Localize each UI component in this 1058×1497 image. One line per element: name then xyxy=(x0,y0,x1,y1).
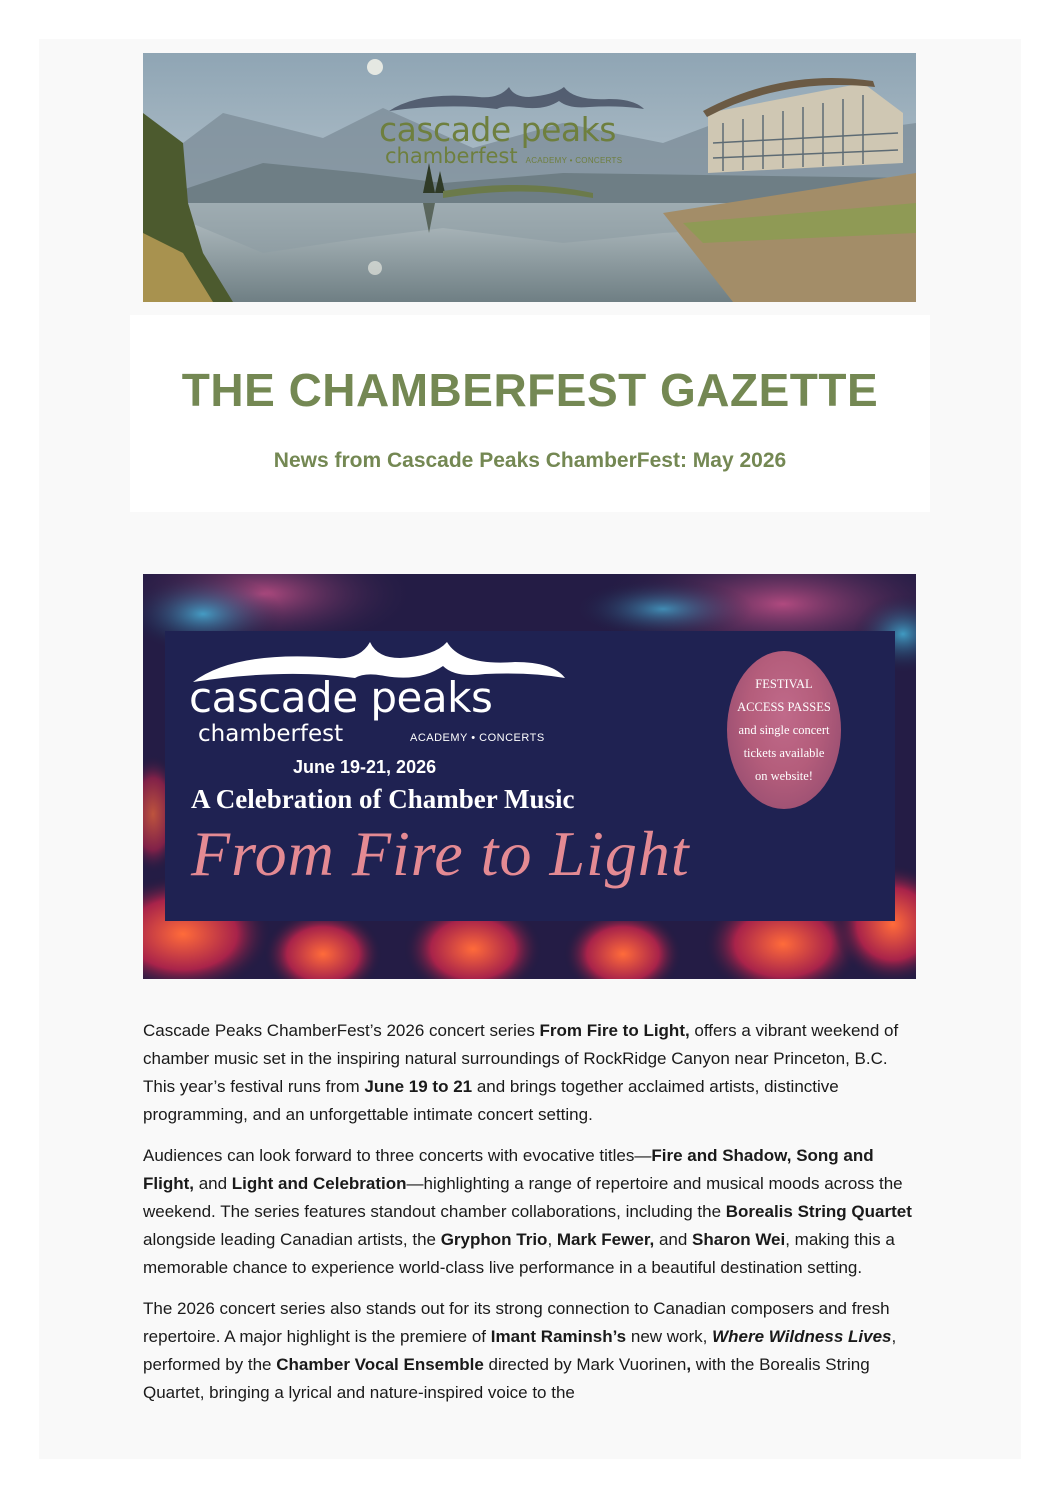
article-paragraph-2 xyxy=(143,1142,921,1282)
banner-logo xyxy=(379,83,669,168)
article-paragraph-1 xyxy=(143,1017,921,1129)
festival-panel xyxy=(165,631,895,921)
text-run: and brings together acclaimed artists, distinctive programming, and an unforgettable intimate concert setting. xyxy=(143,1077,839,1124)
oval-line: and single concert xyxy=(738,723,830,737)
text-run: Audiences can look forward to three concerts with evocative titles— xyxy=(143,1146,652,1165)
festival-banner-image xyxy=(143,574,916,979)
bold-phrase: From Fire to Light, xyxy=(539,1021,690,1040)
bold-phrase: June 19 to 21 xyxy=(364,1077,473,1096)
bold-phrase: Gryphon Trio xyxy=(440,1230,548,1249)
bold-phrase: Borealis String Quartet xyxy=(725,1202,912,1221)
festival-headline: A Celebration of Chamber Music xyxy=(191,784,575,814)
text-run: , making this a memorable chance to experience world-class live performance in a beautiful destination setting. xyxy=(143,1230,895,1277)
text-run: , xyxy=(547,1230,557,1249)
banner-logo-line1: cascade peaks xyxy=(379,110,616,149)
oval-line: FESTIVAL xyxy=(755,677,813,691)
article-paragraph-3 xyxy=(143,1295,921,1407)
header-banner-image xyxy=(143,53,916,302)
text-run: and xyxy=(654,1230,693,1249)
bold-phrase: Light and Celebration xyxy=(231,1174,407,1193)
festival-logo-line2: chamberfest xyxy=(198,721,344,747)
gazette-title: THE CHAMBERFEST GAZETTE xyxy=(181,364,879,416)
violin-scroll-logo-mark xyxy=(379,83,649,113)
gazette-title-card xyxy=(130,315,930,512)
oval-line: on website! xyxy=(755,769,813,783)
bold-phrase: Mark Fewer, xyxy=(556,1230,655,1249)
oval-line: tickets available xyxy=(743,746,825,760)
text-run: , performed by the xyxy=(143,1327,897,1374)
bold-phrase: Imant Raminsh’s xyxy=(490,1327,627,1346)
gazette-subtitle: News from Cascade Peaks ChamberFest: May 2026 xyxy=(273,449,787,472)
festival-script-title: From Fire to Light xyxy=(191,818,690,889)
festival-dates: June 19-21, 2026 xyxy=(293,757,437,777)
banner-logo-line2: chamberfest xyxy=(385,144,518,168)
text-run: offers a vibrant weekend of chamber music set in the inspiring natural surroundings of RockRidge Canyon near Princeton, B.C. This year’s festival runs from xyxy=(143,1021,899,1096)
passes-oval-badge xyxy=(727,651,841,809)
text-run: Cascade Peaks ChamberFest’s 2026 concert series xyxy=(143,1021,540,1040)
newsletter-page xyxy=(39,39,1021,1459)
bold-phrase: Sharon Wei xyxy=(692,1230,786,1249)
bold-phrase: Chamber Vocal Ensemble xyxy=(276,1355,484,1374)
festival-logo-line1: cascade peaks xyxy=(189,673,493,722)
text-run: alongside leading Canadian artists, the xyxy=(143,1230,441,1249)
bold-italic-phrase: Where Wildness Lives xyxy=(712,1327,892,1346)
bold-phrase: Fire and Shadow, Song and Flight, xyxy=(143,1146,874,1193)
text-run: and xyxy=(193,1174,232,1193)
article-body xyxy=(143,1017,921,1420)
text-run: directed by Mark Vuorinen xyxy=(483,1355,687,1374)
text-run: with the Borealis String Quartet, bringing a lyrical and nature-inspired voice to the xyxy=(143,1355,870,1402)
text-run: —highlighting a range of repertoire and musical moods across the weekend. The series features standout chamber collaborations, including the xyxy=(143,1174,903,1221)
bold-phrase: , xyxy=(686,1355,692,1374)
text-run: new work, xyxy=(626,1327,713,1346)
oval-line: ACCESS PASSES xyxy=(737,700,831,714)
festival-logo-tag: ACADEMY • CONCERTS xyxy=(410,732,545,744)
text-run: The 2026 concert series also stands out for its strong connection to Canadian composers and fresh repertoire. A major highlight is the premiere of xyxy=(143,1299,890,1346)
banner-logo-tag: ACADEMY • CONCERTS xyxy=(525,156,623,165)
